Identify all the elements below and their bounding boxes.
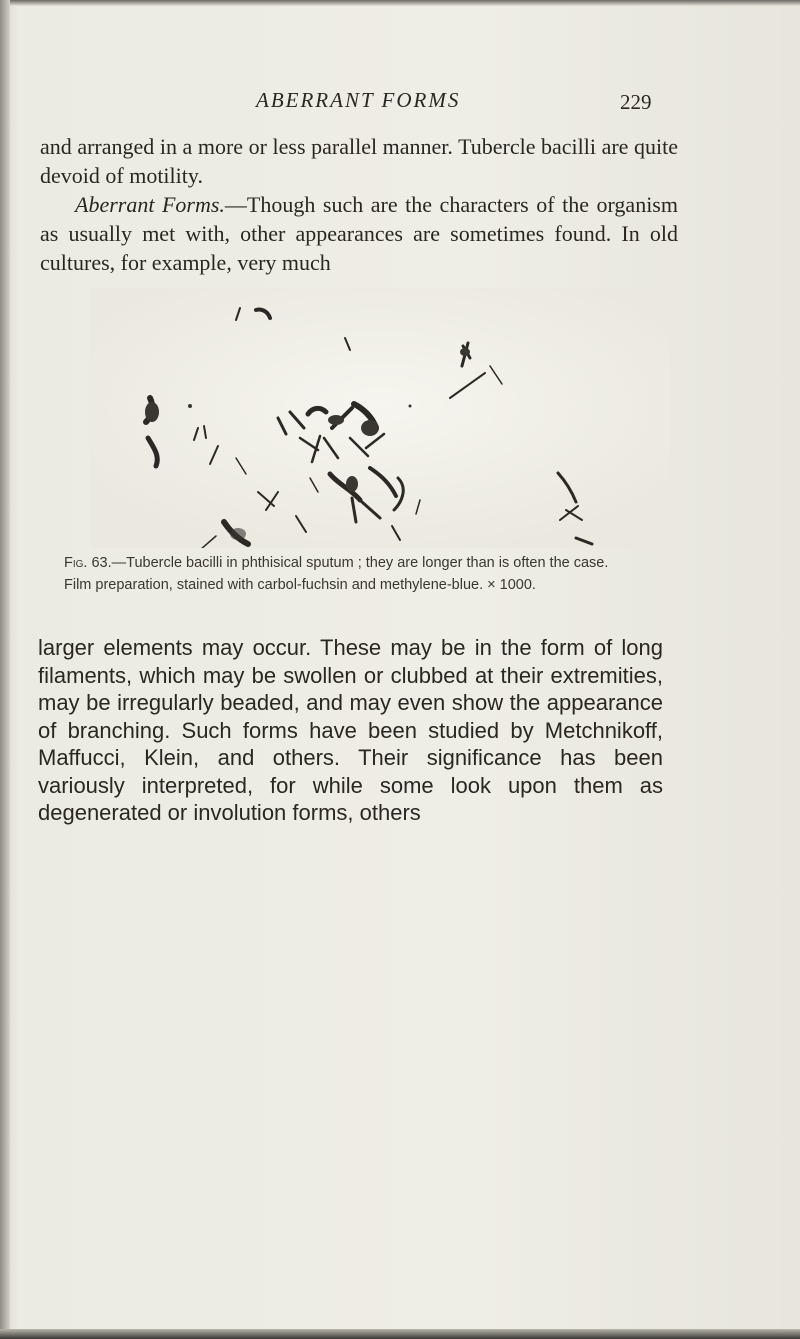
- paragraph-aberrant-forms-text: —Though such are the characters of the organism as usually met with, other appearances are sometimes found. In old cultures, for example, very much: [40, 192, 678, 275]
- figure-caption: [48, 555, 668, 593]
- page-bottom-edge: [0, 1329, 800, 1339]
- caption-main-text: —Tubercle bacilli in phthisical sputum ; they are longer than is often the case.: [111, 555, 609, 571]
- figure-label: Fig. 63.: [64, 555, 112, 571]
- section-heading: Aberrant Forms.: [75, 192, 225, 217]
- paragraph-top: [40, 132, 678, 277]
- paragraph-larger-elements: larger elements may occur. These may be in the form of long filaments, which may be swollen or clubbed at their extremities, may be irregularly beaded, and may even show the appearance of branching. Such forms have been studied by Metchnikoff, Maffucci, Klein, and others. Their significance has been variously interpreted, for while some look upon them as degenerated or involution forms, others: [38, 635, 663, 825]
- page-top-edge: [0, 0, 800, 6]
- running-title: ABERRANT FORMS: [256, 88, 461, 112]
- microscope-field: [90, 288, 670, 548]
- page-binding-edge: [0, 0, 10, 1339]
- paragraph-bottom: [38, 634, 663, 827]
- micrograph-figure: [90, 288, 670, 598]
- caption-main: [48, 555, 668, 571]
- caption-detail: Film preparation, stained with carbol-fuchsin and methylene-blue. × 1000.: [64, 577, 536, 593]
- page-number: 229: [620, 90, 652, 114]
- paragraph-opening: and arranged in a more or less parallel manner. Tubercle bacilli are quite devoid of motility.: [40, 134, 678, 188]
- paragraph-aberrant-forms: [40, 190, 678, 277]
- micrograph-illustration: [90, 288, 670, 548]
- running-head: [0, 88, 800, 118]
